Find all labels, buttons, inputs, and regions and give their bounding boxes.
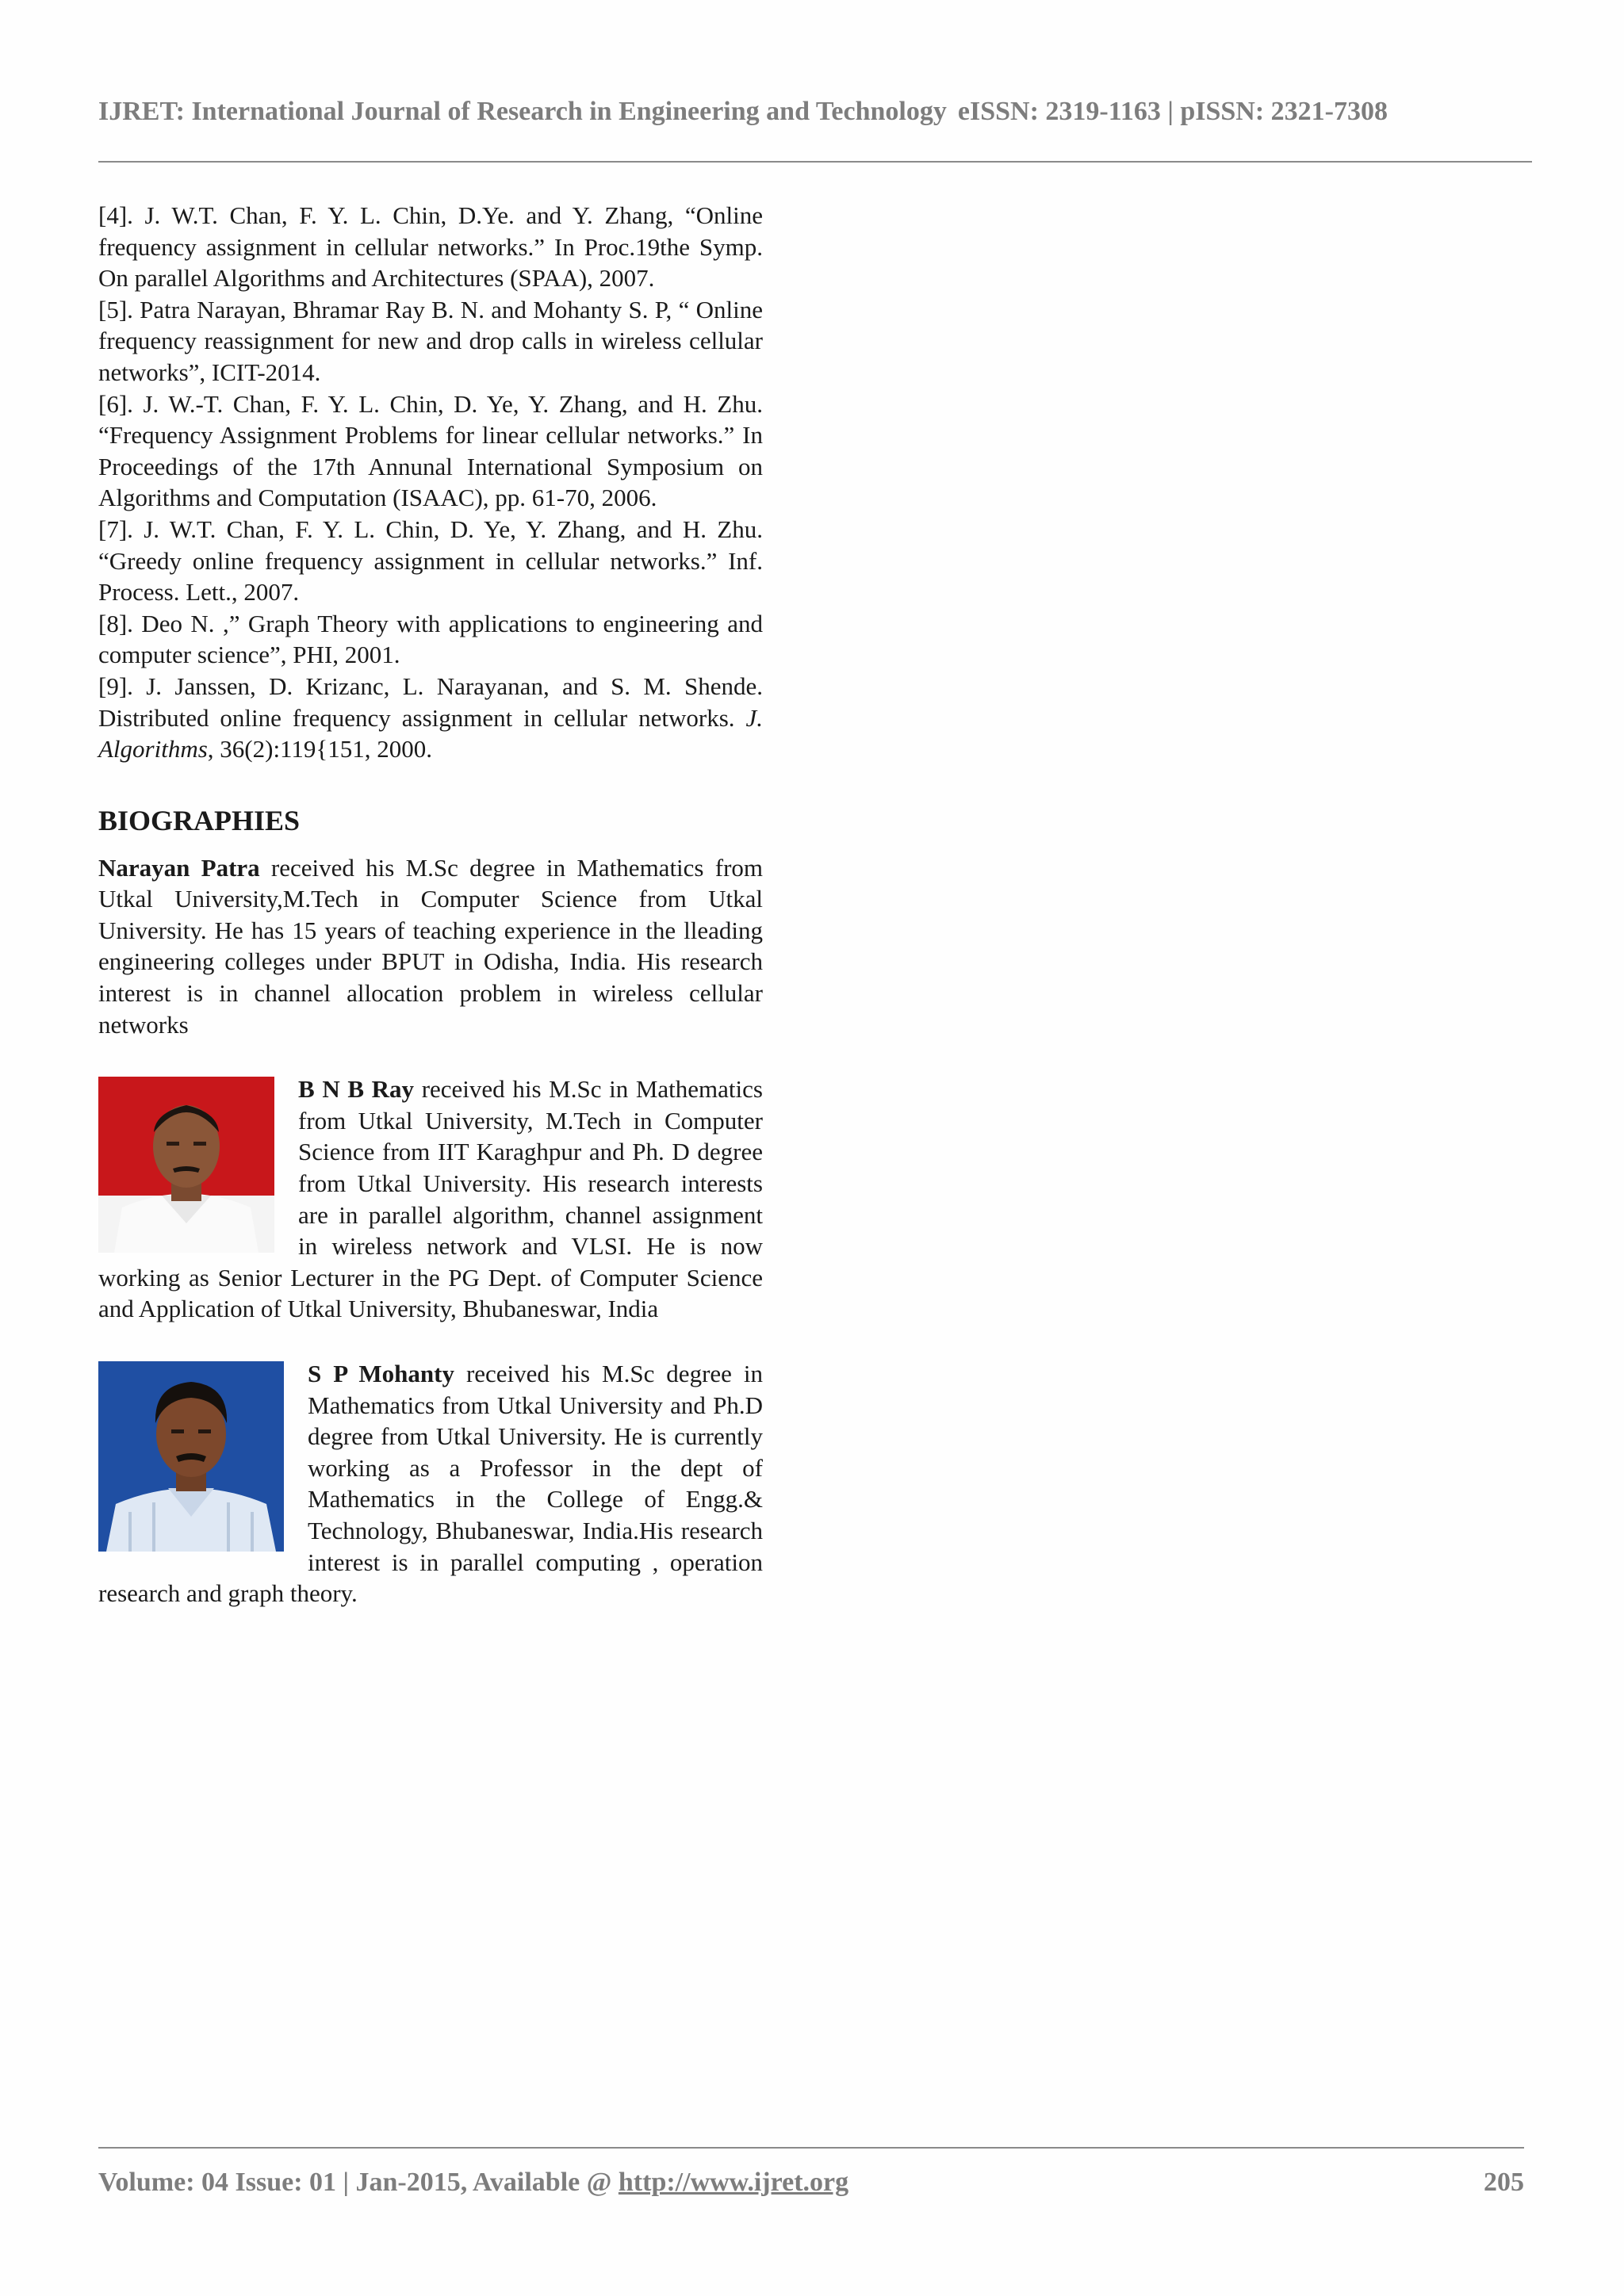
author-photo-sp-mohanty: [98, 1361, 284, 1552]
bio-name: B N B Ray: [298, 1075, 415, 1104]
reference-list: [98, 200, 763, 765]
bio-bnb-ray: [98, 1073, 763, 1325]
reference-9-details: , 36(2):119{151, 2000.: [207, 735, 433, 763]
bio-text: received his M.Sc degree in Mathematics from Utkal University and Ph.D degree from Utkal University. He is currently working as a Professor in the dept of Mathematics in the College of Engg.& Technology, Bhubaneswar, India.His research interest is in parallel computing , operation research and graph theory.: [98, 1360, 763, 1608]
reference-9-journal: J. Algorithms: [98, 703, 763, 763]
bio-sp-mohanty: [98, 1358, 763, 1609]
page-number: 205: [1484, 2168, 1524, 2197]
reference-7: [7]. J. W.T. Chan, F. Y. L. Chin, D. Ye, Y. Zhang, and H. Zhu. “Greedy online frequency assignment in cellular networks.” Inf. Process. Lett., 2007.: [98, 515, 763, 607]
reference-9: [98, 671, 763, 765]
reference-9-text: [9]. J. Janssen, D. Krizanc, L. Narayanan, and S. M. Shende. Distributed online frequency assignment in cellular networks.: [98, 672, 763, 732]
bio-name: S P Mohanty: [308, 1360, 454, 1387]
bio-name: Narayan Patra: [98, 853, 260, 882]
page-footer: [98, 2168, 1524, 2198]
author-photo-bnb-ray: [98, 1077, 274, 1253]
bio-text: received his M.Sc degree in Mathematics from Utkal University,M.Tech in Computer Science from Utkal University. He has 15 years of teaching experience in the lleading engineering colleges under BPUT in Odisha, India. His research interest is in channel allocation problem in wireless cellular networks: [98, 853, 764, 1039]
main-column: [98, 200, 763, 1609]
bio-text: received his M.Sc in Mathematics from Utkal University, M.Tech in Computer Science from IIT Karaghpur and Ph. D degree from Utkal University. His research interests are in parallel algorithm, channel assignment in wireless network and VLSI. He is now working as Senior Lecturer in the PG Dept. of Computer Science and Application of Utkal University, Bhubaneswar, India: [98, 1075, 763, 1323]
reference-4: [4]. J. W.T. Chan, F. Y. L. Chin, D.Ye. and Y. Zhang, “Online frequency assignment in cellular networks.” In Proc.19the Symp. On parallel Algorithms and Architectures (SPAA), 2007.: [98, 201, 763, 293]
journal-title: IJRET: International Journal of Research in Engineering and Technology: [98, 97, 947, 126]
bio-narayan-patra: [98, 852, 763, 1041]
reference-5: [5]. Patra Narayan, Bhramar Ray B. N. and Mohanty S. P, “ Online frequency reassignment for new and drop calls in wireless cellular networks”, ICIT-2014.: [98, 295, 763, 386]
reference-6: [6]. J. W.-T. Chan, F. Y. L. Chin, D. Ye, Y. Zhang, and H. Zhu. “Frequency Assignment Problems for linear cellular networks.” In Proceedings of the 17th Annunal International Symposium on Algorithms and Computation (ISAAC), pp. 61-70, 2006.: [98, 389, 763, 512]
journal-issn: eISSN: 2319-1163 | pISSN: 2321-7308: [957, 97, 1388, 126]
footer-divider: [98, 2147, 1524, 2149]
volume-info: Volume: 04 Issue: 01 | Jan-2015, Available @: [98, 2168, 619, 2197]
header-divider: [98, 161, 1532, 163]
biographies-heading: BIOGRAPHIES: [98, 804, 301, 836]
reference-8: [8]. Deo N. ,” Graph Theory with applications to engineering and computer science”, PHI, 2001.: [98, 609, 763, 669]
journal-link[interactable]: http://www.ijret.org: [618, 2168, 849, 2197]
journal-header: [98, 97, 1526, 127]
